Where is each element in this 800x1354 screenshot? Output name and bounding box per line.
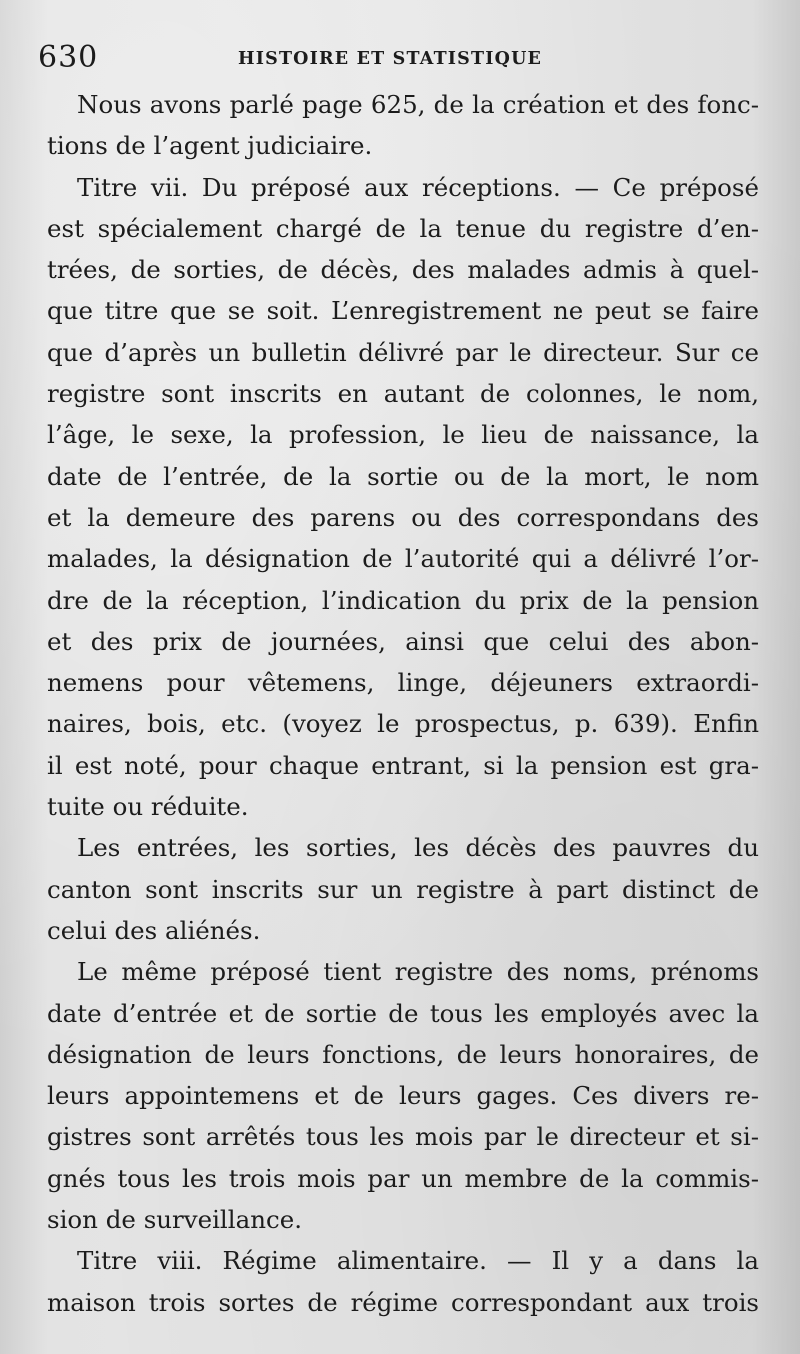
body-text (47, 84, 759, 1323)
section-heading-line: Titre viii. Régime alimentaire. — Il y a dans la (77, 1246, 759, 1276)
text-line: gistres sont arrêtés tous les mois par le directeur et si- (47, 1122, 759, 1152)
text-line: date d’entrée et de sortie de tous les employés avec la (47, 998, 759, 1028)
text-line: maison trois sortes de régime correspondant aux trois (47, 1287, 759, 1317)
text-line: tions de l’agent judiciaire. (47, 131, 373, 161)
text-line: trées, de sorties, de décès, des malades admis à quel- (47, 255, 759, 285)
text-line: date de l’entrée, de la sortie ou de la mort, le nom (47, 461, 759, 491)
section-heading-line: Titre vii. Du préposé aux réceptions. — Ce préposé (77, 172, 759, 202)
running-title: HISTOIRE ET STATISTIQUE (238, 49, 543, 69)
text-line: désignation de leurs fonctions, de leurs honoraires, de (47, 1039, 759, 1069)
page-header (38, 38, 780, 78)
text-line: malades, la désignation de l’autorité qui a délivré l’or- (47, 544, 759, 574)
text-line: dre de la réception, l’indication du prix de la pension (47, 585, 759, 615)
text-line: Le même préposé tient registre des noms, prénoms (77, 957, 759, 987)
text-line: que titre que se soit. L’enregistrement ne peut se faire (47, 296, 759, 326)
text-line: canton sont inscrits sur un registre à part distinct de (47, 874, 759, 904)
text-line: il est noté, pour chaque entrant, si la pension est gra- (47, 750, 759, 780)
text-line: naires, bois, etc. (voyez le prospectus, p. 639). Enfin (47, 709, 759, 739)
page-number: 630 (38, 40, 99, 75)
text-line: nemens pour vêtemens, linge, déjeuners extraordi- (47, 668, 759, 698)
text-line: est spécialement chargé de la tenue du registre d’en- (47, 213, 759, 243)
text-line: registre sont inscrits en autant de colonnes, le nom, (47, 379, 759, 409)
text-line: que d’après un bulletin délivré par le directeur. Sur ce (47, 337, 759, 367)
text-line: l’âge, le sexe, la profession, le lieu de naissance, la (47, 420, 759, 450)
text-line: Nous avons parlé page 625, de la création et des fonc- (77, 90, 759, 119)
text-line: et des prix de journées, ainsi que celui des abon- (47, 626, 759, 656)
text-line: Les entrées, les sorties, les décès des pauvres du (77, 833, 759, 863)
text-line: celui des aliénés. (47, 915, 261, 945)
text-line: sion de surveillance. (47, 1205, 303, 1235)
text-line: leurs appointemens et de leurs gages. Ces divers re- (47, 1081, 759, 1111)
text-line: gnés tous les trois mois par un membre de la commis- (47, 1163, 759, 1193)
text-line: tuite ou réduite. (47, 792, 249, 822)
text-line: et la demeure des parens ou des correspondans des (47, 502, 759, 532)
